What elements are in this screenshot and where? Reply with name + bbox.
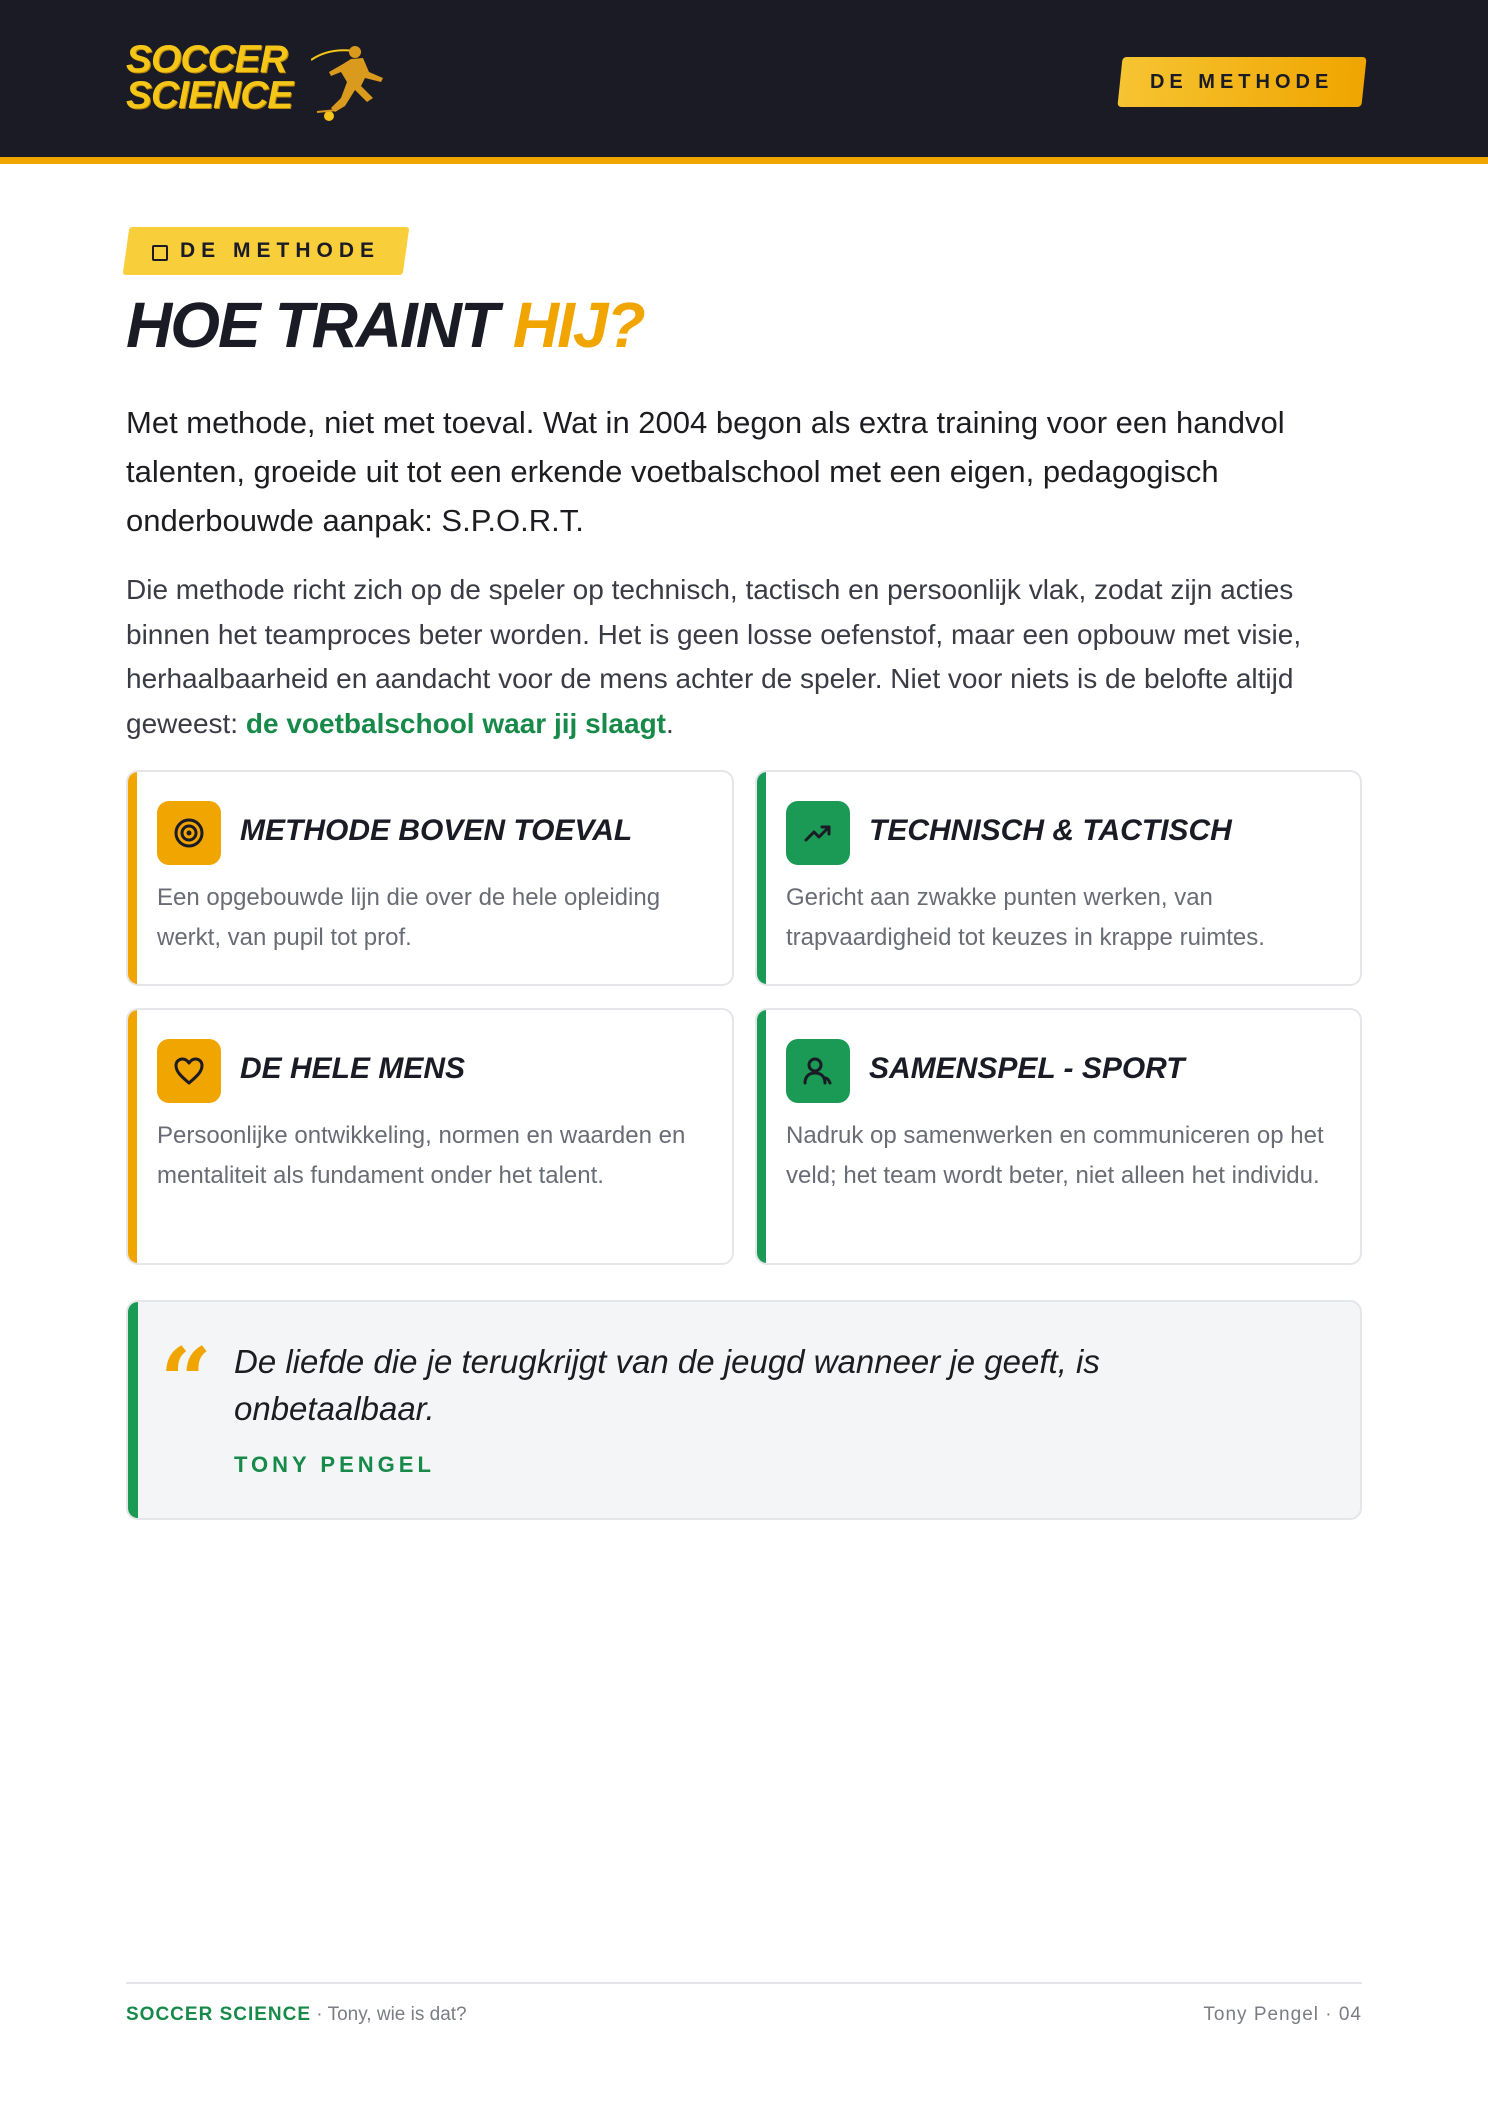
footer-subtitle: · Tony, wie is dat?	[311, 2004, 467, 2025]
soccer-player-icon	[311, 42, 391, 124]
user-icon	[786, 1039, 850, 1103]
section-badge	[123, 227, 410, 275]
footer-left	[126, 2004, 467, 2026]
footer-divider	[126, 1982, 1362, 1984]
card-title: DE HELE MENS	[240, 1052, 466, 1085]
heart-icon	[157, 1039, 221, 1103]
card-text: Nadruk op samenwerken en communiceren op het veld; het team wordt beter, niet alleen het individu.	[786, 1122, 1324, 1189]
quote-mark-icon: “	[160, 1328, 212, 1434]
card-technisch-tactisch	[755, 770, 1362, 986]
footer-page-info: Tony Pengel · 04	[1203, 2004, 1362, 2025]
quote-author: TONY PENGEL	[234, 1452, 435, 1477]
quote-text: De liefde die je terugkrijgt van de jeugd wanneer je geeft, is onbetaalbaar.	[234, 1343, 1100, 1427]
section-badge-label: DE METHODE	[180, 239, 381, 262]
target-icon	[157, 801, 221, 865]
intro-lead: Met methode, niet met toeval. Wat in 2004 begon als extra training voor een handvol talenten, groeide uit tot een erkende voetbalschool met een eigen, pedagogisch onderbouwde aanpak: S.P.O.R.T.	[126, 405, 1285, 538]
highlight-text: de voetbalschool waar jij slaagt	[245, 707, 666, 739]
bookmark-icon	[152, 245, 168, 261]
top-section-tag[interactable]: DE METHODE	[1117, 57, 1366, 107]
trending-up-icon	[786, 801, 850, 865]
card-title: TECHNISCH & TACTISCH	[869, 814, 1232, 847]
card-text: Persoonlijke ontwikkeling, normen en waarden en mentaliteit als fundament onder het talent.	[157, 1122, 686, 1189]
intro-body: Die methode richt zich op de speler op technisch, tactisch en persoonlijk vlak, zodat zijn acties binnen het teamproces beter worden. Het is geen losse oefenstof, maar een opbouw met visie, herhaalbaarheid en aandacht voor de mens achter de speler. Niet voor niets is de belofte altijd geweest: de voetbalschool waar jij slaagt.	[126, 574, 1302, 739]
card-methode-boven-toeval	[126, 770, 734, 986]
soccer-science-logo[interactable]	[126, 38, 386, 124]
footer-brand: SOCCER SCIENCE	[126, 2004, 312, 2025]
card-text: Een opgebouwde lijn die over de hele opleiding werkt, van pupil tot prof.	[157, 884, 661, 951]
card-samenspel-sport	[755, 1008, 1362, 1265]
header-bar	[0, 0, 1488, 164]
card-title: METHODE BOVEN TOEVAL	[240, 814, 633, 847]
card-title: SAMENSPEL - SPORT	[869, 1052, 1185, 1085]
logo-wordmark: SOCCER SCIENCE	[126, 38, 293, 117]
page-title: HOE TRAINT HIJ?	[126, 289, 644, 361]
card-de-hele-mens	[126, 1008, 734, 1265]
quote-block	[126, 1300, 1362, 1520]
card-text: Gericht aan zwakke punten werken, van trapvaardigheid tot keuzes in krappe ruimtes.	[786, 884, 1265, 951]
